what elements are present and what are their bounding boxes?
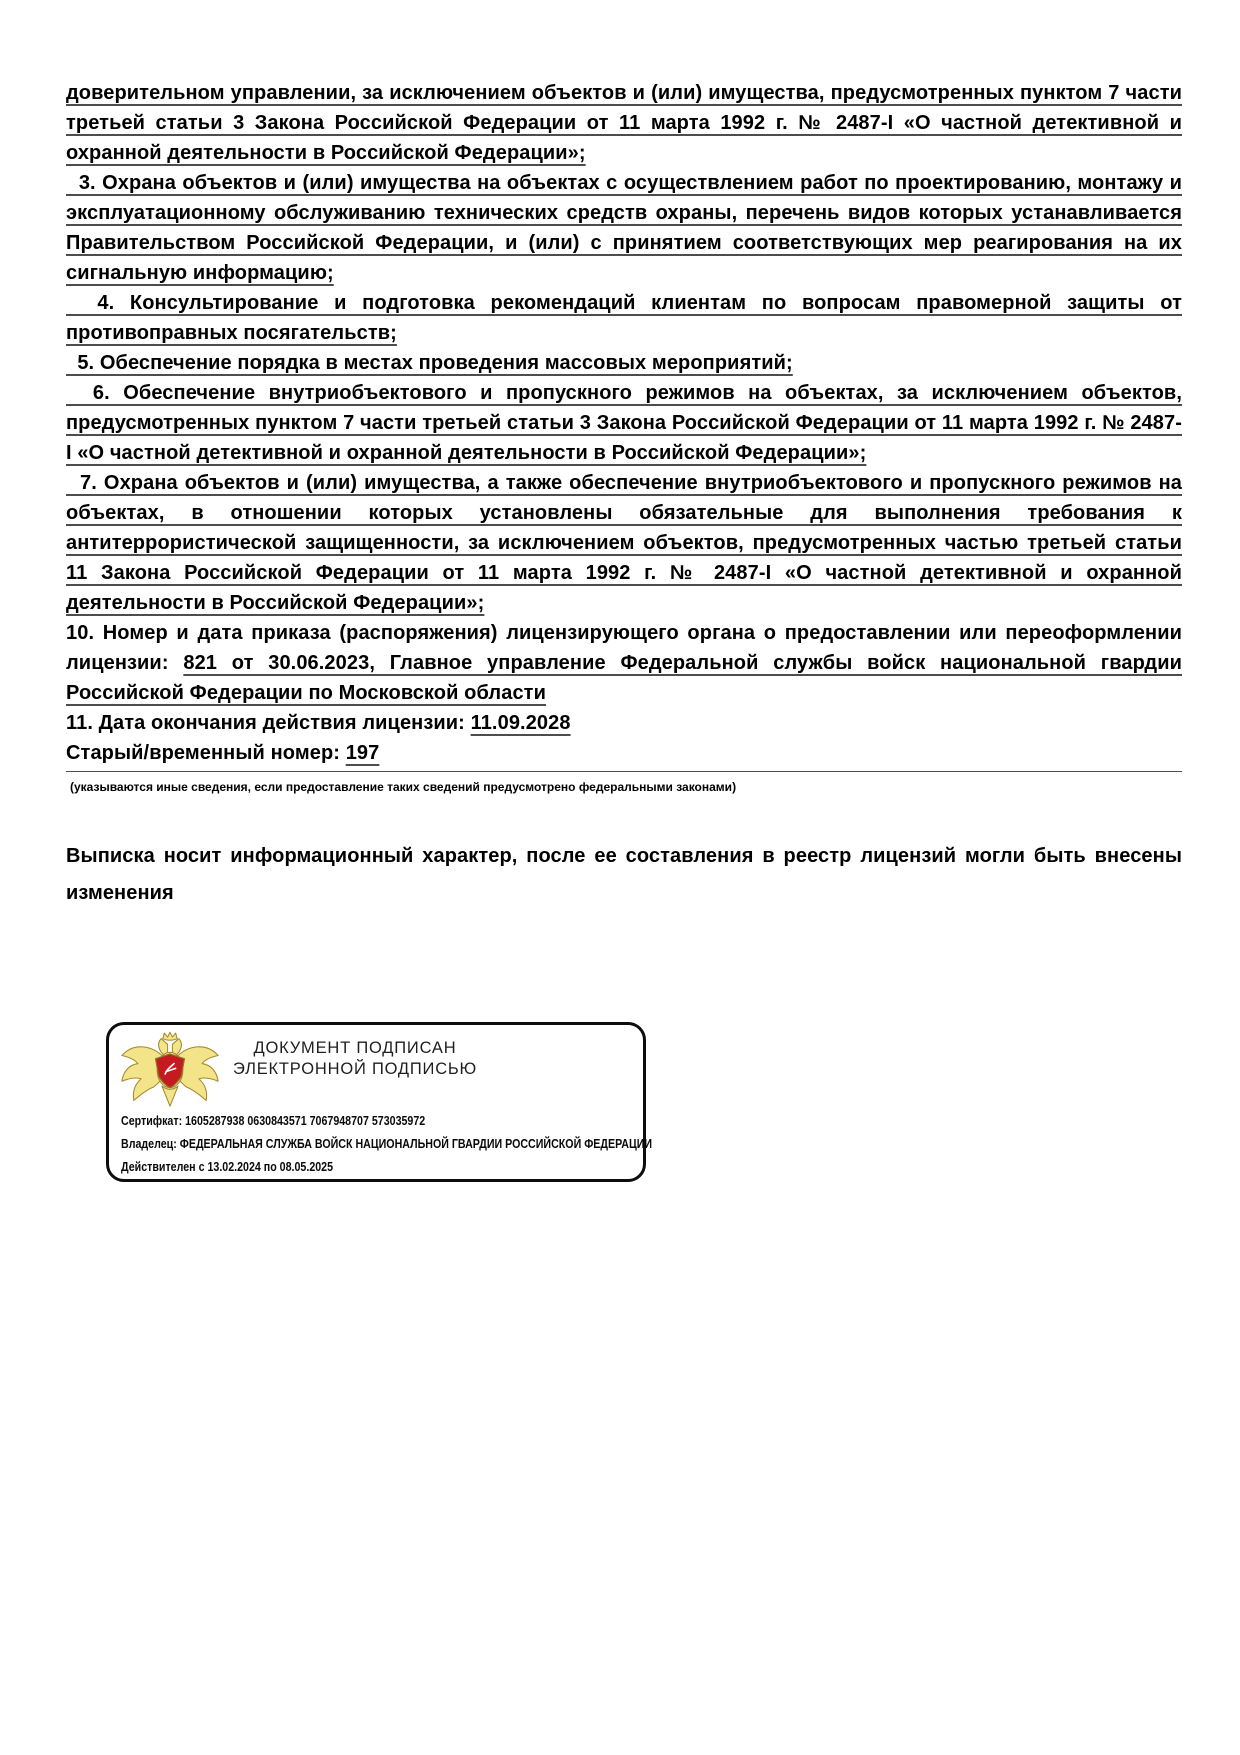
underlined-text: 197: [345, 742, 380, 764]
old-temporary-number: [66, 738, 1182, 772]
owner-label: Владелец:: [121, 1136, 177, 1151]
underlined-text: 5. Обеспечение порядка в местах проведения массовых мероприятий;: [66, 352, 793, 374]
underlined-text: 4. Консультирование и подготовка рекомендаций клиентам по вопросам правомерной защиты от противоправных посягательств;: [66, 292, 1182, 344]
plain-text: Старый/временный номер:: [66, 742, 346, 764]
disclaimer-paragraph: [66, 838, 1182, 912]
footnote: [66, 778, 1182, 796]
item-11-expiry: [66, 708, 1182, 738]
certificate-value: 1605287938 0630843571 7067948707 573035972: [185, 1113, 426, 1128]
stamp-details: [121, 1109, 652, 1178]
clause-3: [66, 168, 1182, 288]
underlined-text: 7. Охрана объектов и (или) имущества, а также обеспечение внутриобъектового и пропускного режимов на объектах, в отношении которых установлены обязательные для выполнения требования к антитеррористической защищенности, за исключением объектов, предусмотренных частью третьей статьи 11 Закона Российской Федерации от 11 марта 1992 г. № 2487-I «О частной детективной и охранной деятельности в Российской Федерации»;: [66, 472, 1182, 614]
plain-text: 10. Номер и дата приказа (распоряжения) лицензирующего органа о предоставлении или переоформлении лицензии:: [66, 622, 1182, 674]
clause-5: [66, 348, 1182, 378]
underlined-text: 821 от 30.06.2023, Главное управление Федеральной службы войск национальной гвардии Российской Федерации по Московской области: [66, 652, 1182, 704]
certificate-label: Сертифкат:: [121, 1113, 183, 1128]
plain-text: Выписка носит информационный характер, после ее составления в реестр лицензий могли быть внесены изменения: [66, 845, 1182, 904]
underlined-text: 6. Обеспечение внутриобъектового и пропускного режимов на объектах, за исключением объектов, предусмотренных пунктом 7 части третьей статьи 3 Закона Российской Федерации от 11 марта 1992 г. № 2487-I «О частной детективной и охранной деятельности в Российской Федерации»;: [66, 382, 1182, 464]
rosgvardia-eagle-emblem-icon: [117, 1030, 223, 1110]
electronic-signature-stamp: [106, 1022, 653, 1182]
clause-4: [66, 288, 1182, 348]
certificate-line: [121, 1109, 652, 1132]
underlined-text: 11.09.2028: [470, 712, 571, 734]
document-body: [66, 78, 1182, 912]
validity-line: Действителен с 13.02.2024 по 08.05.2025: [121, 1159, 334, 1174]
stamp-title-line2: ЭЛЕКТРОННОЙ ПОДПИСЬЮ: [232, 1060, 478, 1078]
underlined-text: 3. Охрана объектов и (или) имущества на объектах с осуществлением работ по проектированию, монтажу и эксплуатационному обслуживанию технических средств охраны, перечень видов которых устанавливается Правительством Российской Федерации, и (или) с принятием соответствующих мер реагирования на их сигнальную информацию;: [66, 172, 1182, 284]
underlined-text: доверительном управлении, за исключением объектов и (или) имущества, предусмотренных пунктом 7 части третьей статьи 3 Закона Российской Федерации от 11 марта 1992 г. № 2487-I «О частной детективной и охранной деятельности в Российской Федерации»;: [66, 82, 1182, 164]
stamp-title: [227, 1038, 483, 1080]
clause-6: [66, 378, 1182, 468]
clause-continuation: [66, 78, 1182, 168]
owner-line: [121, 1132, 652, 1155]
clause-7: [66, 468, 1182, 618]
plain-text: 11. Дата окончания действия лицензии:: [66, 712, 471, 734]
stamp-title-line1: ДОКУМЕНТ ПОДПИСАН: [253, 1039, 457, 1057]
item-10-order: [66, 618, 1182, 708]
owner-value: ФЕДЕРАЛЬНАЯ СЛУЖБА ВОЙСК НАЦИОНАЛЬНОЙ ГВАРДИИ РОССИЙСКОЙ ФЕДЕРАЦИИ: [179, 1136, 653, 1151]
plain-text: (указываются иные сведения, если предоставление таких сведений предусмотрено федеральными законами): [70, 780, 737, 794]
